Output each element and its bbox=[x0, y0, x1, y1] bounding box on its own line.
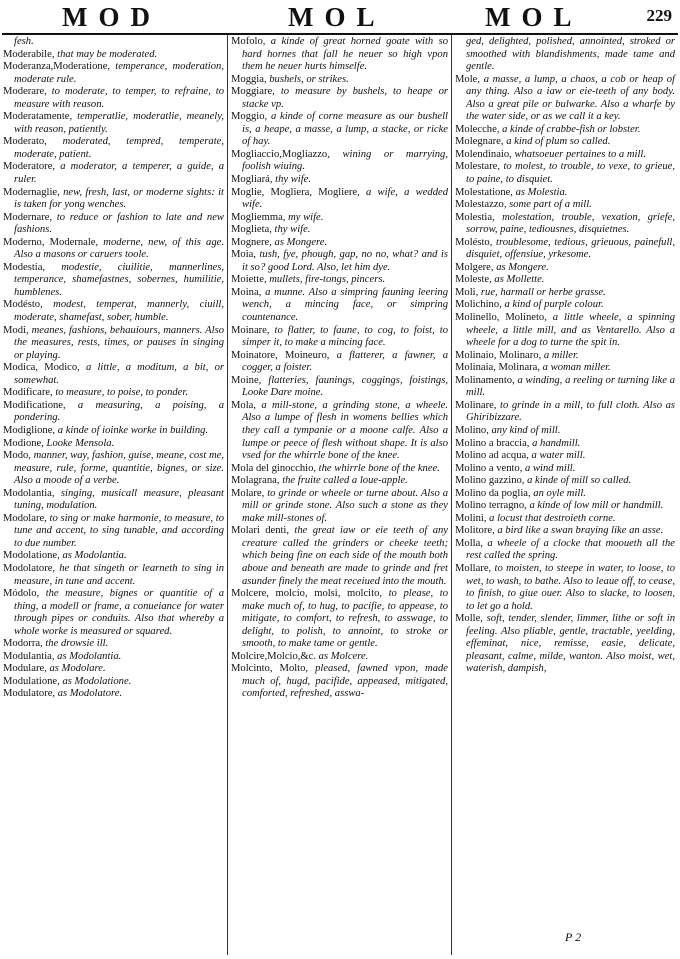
entry-headword: Modernare, bbox=[3, 211, 53, 223]
entry-headword: Mole, bbox=[455, 73, 481, 85]
entry-headword: Módolo, bbox=[3, 588, 40, 600]
dictionary-entry bbox=[455, 463, 675, 476]
entry-definition: to sing or make harmonie, to measure, to tune and accent, to sing tunable, and according to due number. bbox=[14, 512, 224, 549]
entry-definition: a wheele of a clocke that mooueth all the rest called the spring. bbox=[466, 537, 675, 562]
entry-definition: as Mongere. bbox=[493, 261, 549, 273]
entry-definition: to moderate, to temper, to refraine, to measure with reason. bbox=[14, 86, 224, 110]
entry-headword: Modolantia, bbox=[3, 487, 55, 499]
entry-headword: Modi, bbox=[3, 324, 29, 336]
dictionary-entry bbox=[455, 212, 675, 237]
entry-headword: Modésto, bbox=[3, 299, 43, 311]
entry-definition: modest, temperat, mannerly, ciuill, moderate, shamefast, sober, humble. bbox=[14, 299, 224, 324]
dictionary-entry bbox=[3, 588, 224, 638]
entry-headword: Moine, bbox=[231, 374, 262, 386]
entry-headword: Molgere, bbox=[455, 261, 494, 273]
dictionary-entry bbox=[231, 86, 448, 111]
entry-definition: a miller. bbox=[541, 349, 579, 361]
dictionary-entry bbox=[3, 550, 224, 563]
entry-definition: to please, to make much of, to hug, to pacifie, to appease, to mitigate, to comfort, to refresh, to asswage, to delight, to polish, to annoint, to stroke or smooth, to make tame or gentle. bbox=[242, 588, 448, 650]
dictionary-entry bbox=[231, 663, 448, 701]
entry-headword: Molinello, Molineto, bbox=[455, 312, 547, 324]
dictionary-entry bbox=[455, 563, 675, 613]
entry-definition: a locust that destroieth corne. bbox=[486, 512, 616, 524]
entry-definition: new, fresh, last, or moderne sights: it is taken for yong wenches. bbox=[14, 186, 224, 211]
entry-definition: a kinde of low mill or handmill. bbox=[526, 500, 664, 512]
entry-definition: temperatlie, moderatlie, meanely, with reason, patiently. bbox=[14, 111, 224, 135]
entry-definition: singing, musicall measure, pleasant tuning, modulation. bbox=[14, 487, 224, 512]
dictionary-entry bbox=[231, 588, 448, 651]
entry-headword: Moinare, bbox=[231, 324, 270, 336]
dictionary-entry bbox=[455, 262, 675, 275]
entry-headword: Moggia, bbox=[231, 73, 267, 85]
entry-definition: a kind of purple colour. bbox=[501, 299, 604, 311]
entry-definition: to grinde or wheele or turne about. Also a mill or grinde stone. Also such a stone as they make mill-stones of. bbox=[242, 487, 448, 524]
dictionary-entry bbox=[455, 36, 675, 74]
entry-definition: to moisten, to steepe in water, to loose, to wet, to wash, to bathe. Also to leaue off, to cease, to finish, to giue ouer. Also to slacke, to loosen, to let go a hold. bbox=[466, 562, 676, 612]
dictionary-entry bbox=[231, 350, 448, 375]
entry-definition: an oyle mill. bbox=[530, 487, 586, 499]
entry-definition: a wind mill. bbox=[522, 462, 576, 474]
dictionary-entry bbox=[3, 688, 224, 701]
dictionary-entry bbox=[455, 274, 675, 287]
entry-definition: molestation, trouble, vexation, griefe, sorrow, paine, tediousnes, disquietnes. bbox=[466, 211, 675, 236]
dictionary-entry bbox=[231, 224, 448, 237]
entry-headword: Moggiare, bbox=[231, 86, 275, 98]
entry-headword: Molésto, bbox=[455, 236, 493, 248]
entry-definition: a mill-stone, a grinding stone, a wheele. Also a lumpe of flesh in womens bellies which they call a tympanie or a moone calfe. Also a lumpe or peece of flesh without shape. It is also vsed for the whirrle bone of the knee. bbox=[242, 399, 448, 462]
entry-definition: a woman miller. bbox=[540, 362, 611, 374]
dictionary-entry bbox=[231, 375, 448, 400]
entry-headword: Molitore, bbox=[455, 525, 495, 537]
entry-headword: Mogliará, bbox=[231, 174, 273, 186]
dictionary-entry bbox=[3, 49, 224, 62]
entry-definition: a kinde of ioinke worke in building. bbox=[55, 424, 209, 436]
entry-definition: as Modolantia. bbox=[54, 650, 122, 662]
entry-definition: a water mill. bbox=[528, 450, 586, 462]
dictionary-entry bbox=[455, 136, 675, 149]
dictionary-entry bbox=[455, 538, 675, 563]
entry-headword: Mollare, bbox=[455, 562, 492, 574]
dictionary-entry bbox=[455, 74, 675, 124]
dictionary-entry bbox=[3, 36, 224, 49]
dictionary-entry bbox=[231, 36, 448, 74]
entry-definition: to molest, to trouble, to vexe, to grieue, to paine, to disquiet. bbox=[466, 161, 675, 186]
dictionary-entry bbox=[455, 613, 675, 676]
dictionary-entry bbox=[455, 375, 675, 400]
entry-headword: Modolatore, bbox=[3, 562, 56, 574]
dictionary-entry bbox=[455, 362, 675, 375]
dictionary-entry bbox=[3, 450, 224, 488]
entry-headword: Molle, bbox=[455, 613, 483, 625]
entry-headword: Moderatamente, bbox=[3, 111, 73, 123]
entry-headword: Molinaia, Molinara, bbox=[455, 362, 541, 374]
entry-definition: a little, a moditum, a bit, or somewhat. bbox=[14, 362, 224, 386]
entry-definition: meanes, fashions, behauiours, manners. Also the measures, rests, times, or pauses in singing or playing. bbox=[14, 324, 224, 361]
entry-headword: Modo, bbox=[3, 450, 31, 462]
dictionary-column-middle bbox=[231, 36, 448, 701]
dictionary-entry bbox=[3, 663, 224, 676]
entry-headword: Molinaio, Molinaro, bbox=[455, 349, 542, 361]
entry-definition: a kind of plum so called. bbox=[503, 136, 611, 148]
entry-definition: wining or marrying, foolish wiuing. bbox=[242, 148, 448, 173]
entry-definition: moderated, tempred, temperate, moderate, patient. bbox=[14, 136, 224, 160]
entry-definition: moderne, new, of this age. Also a masons or caruers toole. bbox=[14, 236, 224, 261]
entry-headword: Molcere, molcio, molsi, molcito, bbox=[231, 588, 383, 600]
entry-definition: soft, tender, slender, limmer, lithe or soft in feeling. Also pliable, gentle, tractable, yeelding, effeminat, nice, remisse, easie, delicate, pleasant, calme, milde, wanton. Also moist, wet, waterish, dampish, bbox=[466, 613, 675, 675]
entry-definition: he that singeth or learneth to sing in measure, in tune and accent. bbox=[14, 562, 224, 587]
entry-headword: Modolatione, bbox=[3, 550, 60, 562]
entry-headword: Modione, bbox=[3, 437, 44, 449]
entry-definition: thy wife. bbox=[271, 224, 311, 236]
dictionary-entry bbox=[231, 525, 448, 588]
dictionary-entry bbox=[231, 463, 448, 476]
entry-headword: Molestazzo, bbox=[455, 199, 507, 211]
entry-headword: Moleste, bbox=[455, 274, 492, 286]
dictionary-entry bbox=[455, 500, 675, 513]
entry-definition: a handmill. bbox=[529, 437, 581, 449]
dictionary-entry bbox=[455, 425, 675, 438]
entry-headword: Molestatione, bbox=[455, 186, 513, 198]
entry-definition: fesh. bbox=[14, 36, 34, 47]
dictionary-entry bbox=[455, 187, 675, 200]
entry-definition: pleased, fawned vpon, made much of, hugd, pacifide, appeased, mitigated, comforted, refreshed, asswa- bbox=[242, 663, 448, 700]
dictionary-entry bbox=[3, 400, 224, 425]
entry-headword: Molino terragno, bbox=[455, 500, 527, 512]
dictionary-entry bbox=[3, 325, 224, 363]
dictionary-entry bbox=[231, 149, 448, 174]
entry-definition: manner, way, fashion, guise, meane, cost me, measure, rule, forme, quantitie, bignes, or size. Also a moode of a verbe. bbox=[14, 450, 224, 487]
entry-definition: mullets, fire-tongs, pincers. bbox=[266, 274, 386, 286]
entry-headword: Modestia, bbox=[3, 261, 46, 273]
entry-headword: Molecche, bbox=[455, 123, 500, 135]
entry-definition: a munne. Also a simpring fauning leering wench, a mincing face, or simpring countenance. bbox=[242, 286, 448, 324]
entry-headword: Moderato, bbox=[3, 136, 47, 148]
dictionary-column-right bbox=[455, 36, 675, 676]
dictionary-entry bbox=[3, 387, 224, 400]
entry-definition: tush, fye, phough, gap, no no, what? and is it so? good Lord. Also, let him dye. bbox=[242, 249, 448, 273]
entry-headword: Molino da poglia, bbox=[455, 487, 531, 499]
entry-headword: Moia, bbox=[231, 249, 257, 261]
dictionary-entry bbox=[231, 111, 448, 149]
dictionary-entry bbox=[231, 325, 448, 350]
dictionary-entry bbox=[3, 111, 224, 136]
entry-definition: a kinde of mill so called. bbox=[524, 475, 632, 487]
entry-definition: as Molestia. bbox=[512, 186, 568, 198]
entry-headword: Moiette, bbox=[231, 274, 267, 286]
dictionary-entry bbox=[3, 187, 224, 212]
entry-definition: to flatter, to faune, to cog, to foist, to simper it, to make a mincing face. bbox=[242, 324, 448, 349]
entry-headword: Modulatione, bbox=[3, 675, 60, 687]
entry-definition: modestie, ciuilitie, mannerlines, temperance, shamefastnes, sobernes, humilitie, humblenes. bbox=[14, 261, 224, 298]
dictionary-entry bbox=[3, 676, 224, 689]
entry-definition: a flatterer, a fawner, a cogger, a foister. bbox=[242, 349, 448, 374]
entry-headword: Moderatore, bbox=[3, 161, 56, 173]
entry-headword: Moglieta, bbox=[231, 224, 272, 236]
entry-headword: Molestare, bbox=[455, 161, 501, 173]
entry-definition: ged, delighted, polished, annointed, stroked or smoothed with blandishments, made tame and gentle. bbox=[466, 36, 675, 73]
dictionary-entry bbox=[455, 350, 675, 363]
entry-definition: a kinde of corne measure as our bushell is, a heape, a masse, a lump, a stacke, or ricke of hay. bbox=[242, 111, 448, 148]
entry-definition: as Mongere. bbox=[271, 236, 328, 248]
entry-definition: the fruite called a loue-apple. bbox=[279, 475, 408, 487]
entry-headword: Mofolo, bbox=[231, 36, 266, 47]
entry-definition: the drowsie ill. bbox=[42, 638, 109, 650]
entry-definition: the measure, bignes or quantitie of a thing, a modell or frame, a conueiance for water through pipes or conduits. Also that whereby a whole worke is measured or squared. bbox=[14, 588, 224, 637]
entry-headword: Modificatione, bbox=[3, 399, 66, 411]
dictionary-entry bbox=[3, 262, 224, 300]
entry-definition: a kinde of crabbe-fish or lobster. bbox=[499, 123, 641, 135]
dictionary-entry bbox=[3, 438, 224, 451]
dictionary-column-left bbox=[3, 36, 224, 701]
entry-definition: as Molcere. bbox=[316, 650, 369, 662]
entry-definition: as Modolare. bbox=[46, 663, 106, 675]
entry-definition: a measuring, a poising, a pondering. bbox=[14, 399, 224, 424]
entry-definition: some part of a mill. bbox=[506, 199, 592, 211]
entry-definition: Looke Mensola. bbox=[43, 437, 115, 449]
dictionary-entry bbox=[3, 86, 224, 111]
entry-headword: Molino, bbox=[455, 424, 489, 436]
dictionary-entry bbox=[231, 400, 448, 463]
entry-definition: the whirrle bone of the knee. bbox=[316, 462, 440, 474]
dictionary-entry bbox=[455, 513, 675, 526]
entry-headword: Mola, bbox=[231, 399, 257, 411]
dictionary-entry bbox=[3, 299, 224, 324]
entry-headword: Molcinto, Molto, bbox=[231, 663, 309, 675]
entry-headword: Moina, bbox=[231, 286, 262, 298]
entry-definition: as Modolatore. bbox=[55, 688, 123, 700]
entry-definition: a kinde of great horned goate with so hard hornes that fall he neuer so high vpon them he neuer hurts himselfe. bbox=[242, 36, 448, 73]
dictionary-entry bbox=[455, 312, 675, 350]
entry-headword: Moinatore, Moineuro, bbox=[231, 349, 330, 361]
dictionary-entry bbox=[455, 400, 675, 425]
dictionary-entry bbox=[3, 237, 224, 262]
entry-headword: Moderno, Modernale, bbox=[3, 236, 99, 248]
entry-headword: Molla, bbox=[455, 537, 483, 549]
dictionary-entry bbox=[231, 249, 448, 274]
entry-definition: as Modolatione. bbox=[59, 675, 132, 687]
dictionary-entry bbox=[455, 525, 675, 538]
entry-definition: any kind of mill. bbox=[488, 424, 561, 436]
signature-mark: P 2 bbox=[565, 930, 582, 944]
entry-definition: whatsoeuer pertaines to a mill. bbox=[511, 148, 646, 160]
dictionary-entry bbox=[455, 438, 675, 451]
dictionary-entry bbox=[3, 362, 224, 387]
dictionary-entry bbox=[3, 136, 224, 161]
entry-definition: a masse, a lump, a chaos, a cob or heap of any thing. Also a iaw or eie-teeth of any body. Also a great pile or bulwarke. Also a wharfe by the water side, or as we call it a key. bbox=[466, 73, 675, 123]
running-head-left: MOD bbox=[62, 2, 161, 32]
entry-headword: Modiglione, bbox=[3, 424, 56, 436]
dictionary-entry bbox=[231, 237, 448, 250]
entry-headword: Moderare, bbox=[3, 86, 47, 98]
entry-headword: Molare, bbox=[231, 487, 265, 499]
entry-headword: Modulantia, bbox=[3, 650, 55, 662]
entry-definition: to measure by bushels, to heape or stacke vp. bbox=[242, 86, 448, 110]
entry-definition: to reduce or fashion to late and new fashions. bbox=[14, 211, 224, 236]
dictionary-entry bbox=[231, 488, 448, 526]
dictionary-entry bbox=[231, 74, 448, 87]
running-head-middle: MOL bbox=[288, 2, 386, 32]
dictionary-entry bbox=[455, 450, 675, 463]
entry-headword: Molino gazzino, bbox=[455, 475, 525, 487]
entry-headword: Molini, bbox=[455, 512, 487, 524]
entry-headword: Mogliaccio,Mogliazzo, bbox=[231, 148, 330, 160]
dictionary-entry bbox=[455, 475, 675, 488]
entry-headword: Moderanza,Moderatione, bbox=[3, 61, 111, 73]
entry-headword: Molichino, bbox=[455, 299, 502, 311]
entry-headword: Molino ad acqua, bbox=[455, 450, 529, 462]
entry-definition: rue, harmall or herbe grasse. bbox=[478, 286, 606, 298]
dictionary-entry bbox=[3, 513, 224, 551]
entry-headword: Molcire,Molcio,&c. bbox=[231, 650, 317, 662]
entry-headword: Molinare, bbox=[455, 399, 497, 411]
entry-headword: Molino a braccia, bbox=[455, 437, 530, 449]
dictionary-entry bbox=[231, 212, 448, 225]
dictionary-entry bbox=[231, 187, 448, 212]
dictionary-entry bbox=[231, 174, 448, 187]
entry-definition: as Modolantia. bbox=[59, 550, 127, 562]
page-number: 229 bbox=[646, 6, 672, 25]
dictionary-entry bbox=[3, 161, 224, 186]
dictionary-entry bbox=[455, 299, 675, 312]
entry-definition: a moderator, a temperer, a guide, a ruler. bbox=[14, 161, 224, 186]
entry-headword: Molegnare, bbox=[455, 136, 504, 148]
entry-definition: to grinde in a mill, to full cloth. Also as Ghiribizzare. bbox=[466, 399, 675, 424]
entry-definition: temperance, moderation, moderate rule. bbox=[14, 61, 224, 85]
header-rule bbox=[2, 33, 678, 35]
dictionary-entry bbox=[455, 287, 675, 300]
column-divider bbox=[227, 35, 228, 955]
entry-headword: Molestia, bbox=[455, 211, 495, 223]
dictionary-entry bbox=[3, 488, 224, 513]
dictionary-entry bbox=[3, 563, 224, 588]
entry-headword: Modificare, bbox=[3, 387, 53, 399]
dictionary-entry bbox=[455, 237, 675, 262]
dictionary-entry bbox=[231, 287, 448, 325]
entry-headword: Mogliemma, bbox=[231, 211, 286, 223]
entry-headword: Moglie, Mogliera, Mogliere, bbox=[231, 186, 360, 198]
entry-definition: troublesome, tedious, grieuous, painefull, disquiet, offensiue, yrkesome. bbox=[466, 236, 675, 261]
entry-definition: that may be moderated. bbox=[54, 48, 158, 60]
dictionary-entry bbox=[231, 475, 448, 488]
column-divider bbox=[451, 35, 452, 955]
entry-definition: a winding, a reeling or turning like a mill. bbox=[466, 374, 675, 399]
entry-definition: to measure, to poise, to ponder. bbox=[52, 387, 188, 399]
entry-headword: Molinamento, bbox=[455, 374, 515, 386]
dictionary-entry bbox=[455, 488, 675, 501]
entry-headword: Modica, Modico, bbox=[3, 362, 80, 374]
dictionary-entry bbox=[231, 274, 448, 287]
dictionary-entry bbox=[455, 199, 675, 212]
entry-definition: a bird like a swan braying like an asse. bbox=[494, 525, 664, 537]
entry-headword: Molagrana, bbox=[231, 475, 280, 487]
entry-definition: thy wife. bbox=[272, 174, 312, 186]
dictionary-entry bbox=[3, 638, 224, 651]
entry-headword: Moderabile, bbox=[3, 48, 55, 60]
entry-headword: Molari denti, bbox=[231, 525, 290, 537]
entry-definition: bushels, or strikes. bbox=[266, 73, 349, 85]
entry-headword: Molino a vento, bbox=[455, 462, 523, 474]
entry-headword: Moggio, bbox=[231, 111, 268, 123]
dictionary-entry bbox=[3, 61, 224, 86]
dictionary-entry bbox=[231, 651, 448, 664]
entry-headword: Modulare, bbox=[3, 663, 47, 675]
entry-headword: Mola del ginocchio, bbox=[231, 462, 317, 474]
running-head-right: MOL bbox=[485, 2, 583, 32]
entry-definition: flatteries, faunings, coggings, foistings, Looke Dare moine. bbox=[242, 374, 448, 399]
dictionary-entry bbox=[3, 212, 224, 237]
dictionary-entry bbox=[3, 651, 224, 664]
entry-definition: a little wheele, a spinning wheele, a little mill, and as Ventarello. Also a wheele for a dog to turne the spit in. bbox=[466, 312, 675, 349]
entry-definition: a wife, a wedded wife. bbox=[242, 186, 448, 211]
dictionary-entry bbox=[455, 161, 675, 186]
entry-definition: my wife. bbox=[285, 211, 324, 223]
entry-headword: Mognere, bbox=[231, 236, 272, 248]
entry-headword: Modorra, bbox=[3, 638, 43, 650]
entry-headword: Molendinaio, bbox=[455, 148, 512, 160]
dictionary-entry bbox=[3, 425, 224, 438]
entry-definition: the great iaw or eie teeth of any creature called the grinders or cheeke teeth; which being fine on each side of the mouth both aboue and beneath are made to grinde and fret asunder finely the meat receiued into the mouth. bbox=[242, 525, 449, 587]
dictionary-entry bbox=[455, 124, 675, 137]
entry-headword: Moli, bbox=[455, 286, 479, 298]
entry-headword: Modulatore, bbox=[3, 688, 56, 700]
entry-definition: as Mollette. bbox=[491, 274, 545, 286]
entry-headword: Modernaglie, bbox=[3, 186, 60, 198]
entry-headword: Modolare, bbox=[3, 512, 47, 524]
dictionary-entry bbox=[455, 149, 675, 162]
